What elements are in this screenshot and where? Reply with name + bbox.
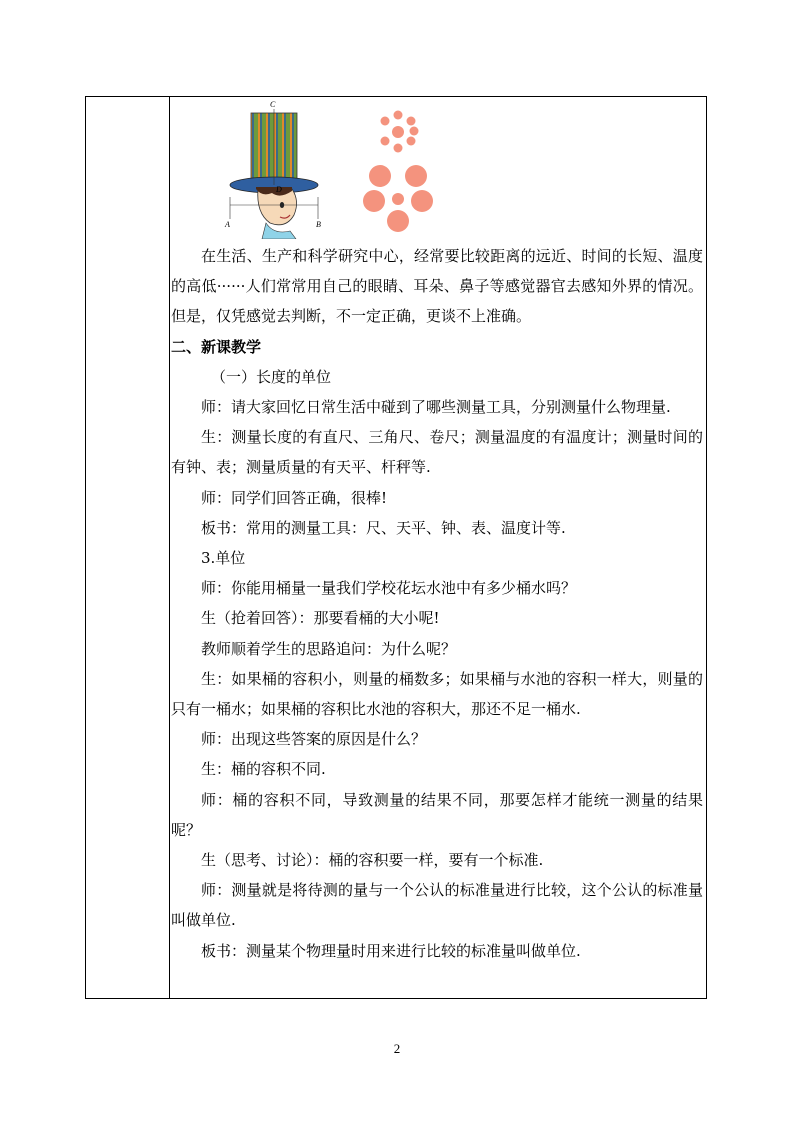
dialogue-line: 师：测量就是将待测的量与一个公认的标准量进行比较，这个公认的标准量叫做单位. [171, 881, 703, 930]
lesson-content [171, 241, 703, 966]
subsection-heading: 3.单位 [201, 549, 246, 568]
hat-label-a: A [225, 220, 230, 229]
dialogue-line: 教师顺着学生的思路追问：为什么呢？ [201, 639, 457, 658]
hat-label-b: B [316, 220, 321, 229]
subsection-heading: （一）长度的单位 [211, 367, 332, 386]
dialogue-line: 师：同学们回答正确，很棒! [201, 488, 388, 507]
dialogue-line: 师：你能用桶量一量我们学校花坛水池中有多少桶水吗？ [201, 579, 577, 598]
board-note: 板书：常用的测量工具：尺、天平、钟、表、温度计等. [201, 518, 566, 537]
section-heading: 二、新课教学 [171, 337, 262, 356]
hat-label-d: D [276, 185, 282, 194]
circle-illusion-large [363, 165, 433, 232]
lesson-table [85, 96, 707, 999]
dialogue-line: 生：测量长度的有直尺、三角尺、卷尺；测量温度的有温度计；测量时间的有钟、表；测量质量的有天平、杆秤等. [171, 428, 703, 477]
page-number: 2 [393, 1041, 401, 1056]
hat-label-c: C [270, 101, 276, 109]
dialogue-line: 生（思考、讨论）：桶的容积要一样，要有一个标准. [201, 851, 544, 870]
dialogue-line: 生：桶的容积不同. [201, 760, 326, 779]
illusion-figures [222, 101, 462, 239]
circle-illusion-small [381, 111, 419, 153]
board-note: 板书：测量某个物理量时用来进行比较的标准量叫做单位. [201, 941, 581, 960]
left-column [86, 97, 170, 998]
dialogue-line: 生（抢着回答）：那要看桶的大小呢! [201, 609, 440, 628]
intro-paragraph: 在生活、生产和科学研究中心，经常要比较距离的远近、时间的长短、温度的高低······人们常常用自己的眼睛、耳朵、鼻子等感觉器官去感知外界的情况。但是，仅凭感觉去判断，不一定正确，更谈不上准确。 [171, 247, 703, 326]
dialogue-line: 生：如果桶的容积小，则量的桶数多；如果桶与水池的容积一样大，则量的只有一桶水；如果桶的容积比水池的容积大，那还不足一桶水. [171, 669, 703, 719]
dialogue-line: 师：桶的容积不同，导致测量的结果不同，那要怎样才能统一测量的结果呢？ [171, 790, 703, 839]
tall-hat-illustration [224, 101, 321, 239]
dialogue-line: 师：请大家回忆日常生活中碰到了哪些测量工具，分别测量什么物理量. [201, 398, 671, 417]
dialogue-line: 师：出现这些答案的原因是什么？ [201, 730, 427, 749]
